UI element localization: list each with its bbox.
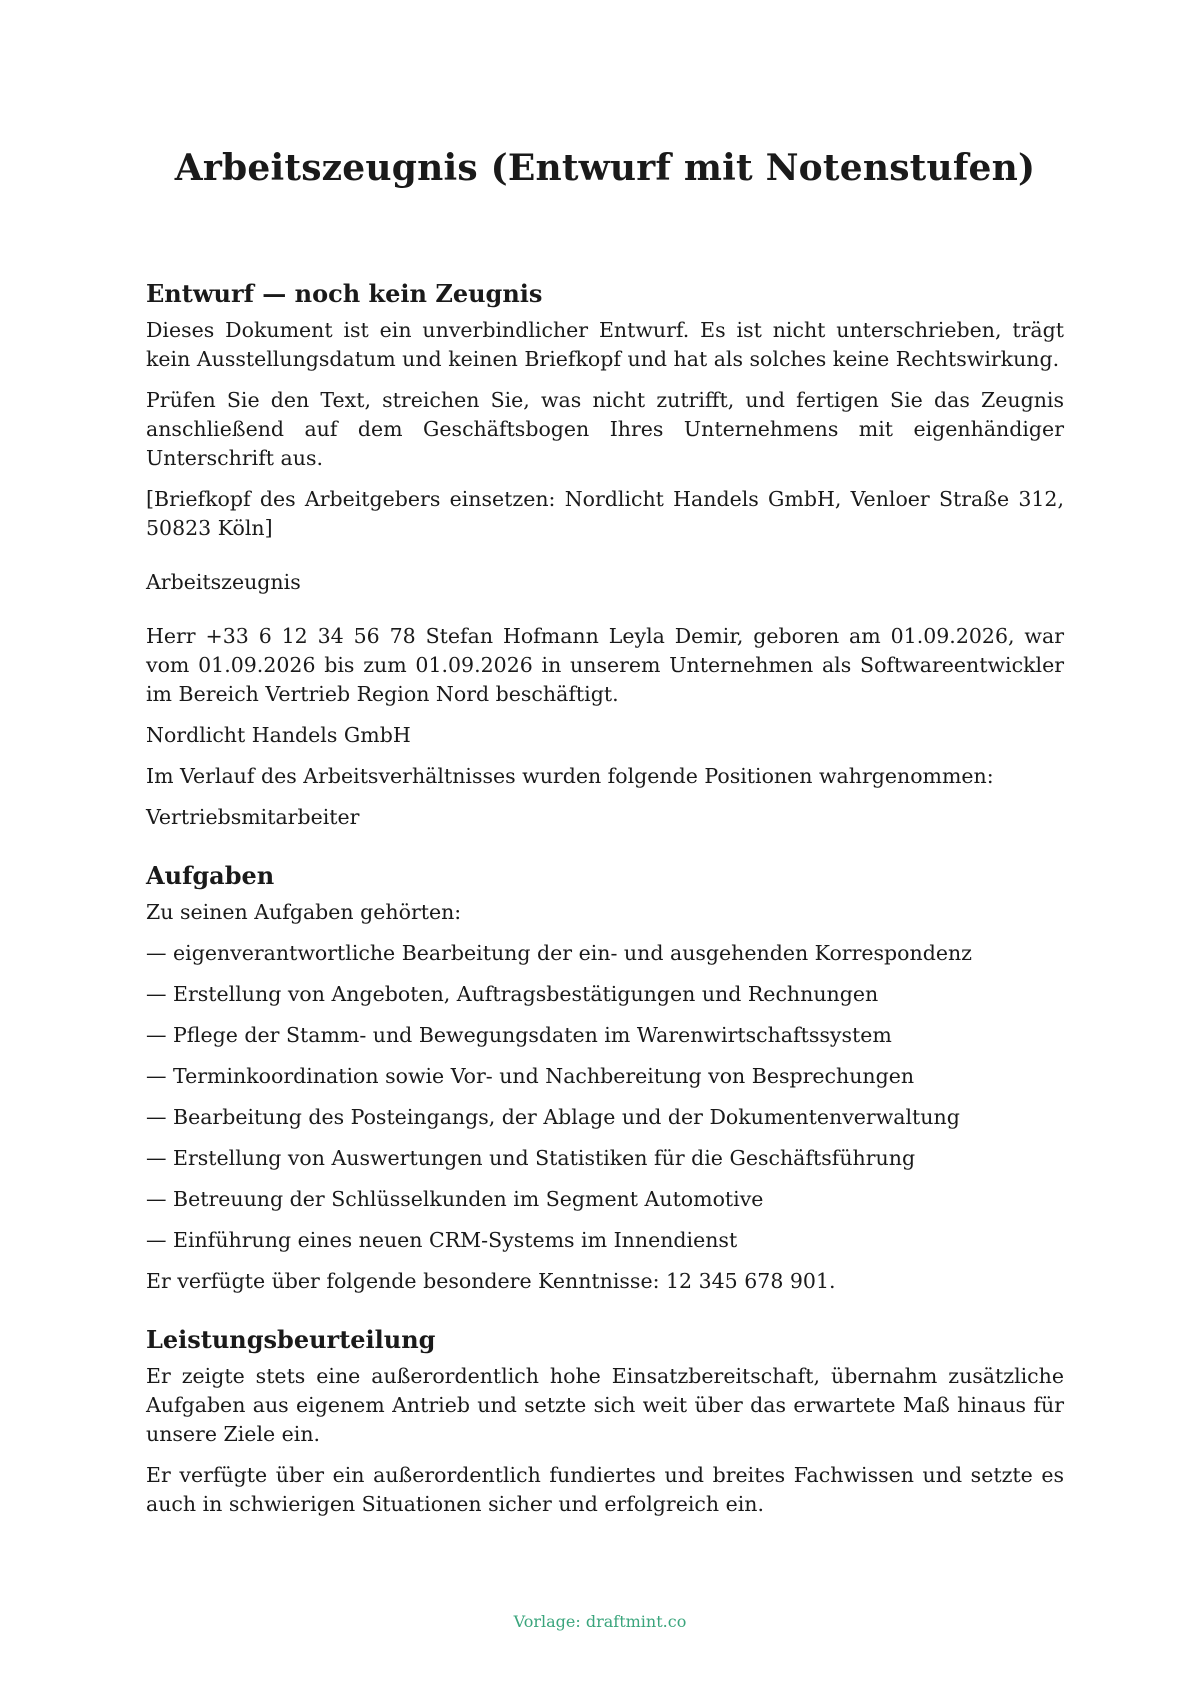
task-item: — Bearbeitung des Posteingangs, der Ablage und der Dokumentenverwaltung: [146, 1105, 960, 1129]
task-item: — Betreuung der Schlüsselkunden im Segment Automotive: [146, 1187, 764, 1211]
performance-paragraph: Er verfügte über ein außerordentlich fundiertes und breites Fachwissen und setzte es auch in schwierigen Situationen sicher und erfolgreich ein.: [146, 1463, 1064, 1516]
tasks-heading: Aufgaben: [146, 861, 275, 890]
document-title: Arbeitszeugnis (Entwurf mit Notenstufen): [174, 147, 1036, 189]
draft-notice-section: [146, 274, 1064, 543]
position-item: Vertriebsmitarbeiter: [146, 805, 360, 829]
positions-intro: Im Verlauf des Arbeitsverhältnisses wurden folgende Positionen wahrgenommen:: [146, 764, 994, 788]
letterhead-placeholder: [Briefkopf des Arbeitgebers einsetzen: Nordlicht Handels GmbH, Venloer Straße 312, 50823 Köln]: [146, 487, 1064, 540]
task-item: — Pflege der Stamm- und Bewegungsdaten im Warenwirtschaftssystem: [146, 1023, 892, 1047]
certificate-subtitle: Arbeitszeugnis: [146, 570, 301, 594]
employment-intro: Herr +33 6 12 34 56 78 Stefan Hofmann Leyla Demir, geboren am 01.09.2026, war vom 01.09.2026 bis zum 01.09.2026 in unserem Unternehmen als Softwareentwickler im Bereich Vertrieb Region Nord beschäftigt.: [146, 624, 1064, 706]
performance-section: [146, 1320, 1064, 1519]
template-footer-link[interactable]: Vorlage: draftmint.co: [513, 1612, 687, 1631]
company-name: Nordlicht Handels GmbH: [146, 723, 411, 747]
draft-notice-paragraph: Dieses Dokument ist ein unverbindlicher Entwurf. Es ist nicht unterschrieben, trägt kein Ausstellungsdatum und keinen Briefkopf und hat als solches keine Rechtswirkung.: [146, 318, 1064, 371]
document-body: [146, 274, 1064, 1531]
knowledge-statement: Er verfügte über folgende besondere Kenntnisse: 12 345 678 901.: [146, 1269, 836, 1293]
performance-paragraph: Er zeigte stets eine außerordentlich hohe Einsatzbereitschaft, übernahm zusätzliche Aufgaben aus eigenem Antrieb und setzte sich weit über das erwartete Maß hinaus für unsere Ziele ein.: [146, 1364, 1064, 1446]
task-item: — Erstellung von Angeboten, Auftragsbestätigungen und Rechnungen: [146, 982, 879, 1006]
draft-notice-paragraph: Prüfen Sie den Text, streichen Sie, was nicht zutrifft, und fertigen Sie das Zeugnis anschließend auf dem Geschäftsbogen Ihres Unternehmens mit eigenhändiger Unterschrift aus.: [146, 388, 1064, 470]
task-item: — Terminkoordination sowie Vor- und Nachbereitung von Besprechungen: [146, 1064, 915, 1088]
performance-heading: Leistungsbeurteilung: [146, 1325, 436, 1354]
tasks-intro: Zu seinen Aufgaben gehörten:: [146, 900, 462, 924]
task-item: — Einführung eines neuen CRM-Systems im Innendienst: [146, 1228, 738, 1252]
task-item: — eigenverantwortliche Bearbeitung der ein- und ausgehenden Korrespondenz: [146, 941, 972, 965]
draft-notice-heading: Entwurf — noch kein Zeugnis: [146, 279, 543, 308]
task-item: — Erstellung von Auswertungen und Statistiken für die Geschäftsführung: [146, 1146, 916, 1170]
tasks-section: [146, 856, 1064, 1296]
